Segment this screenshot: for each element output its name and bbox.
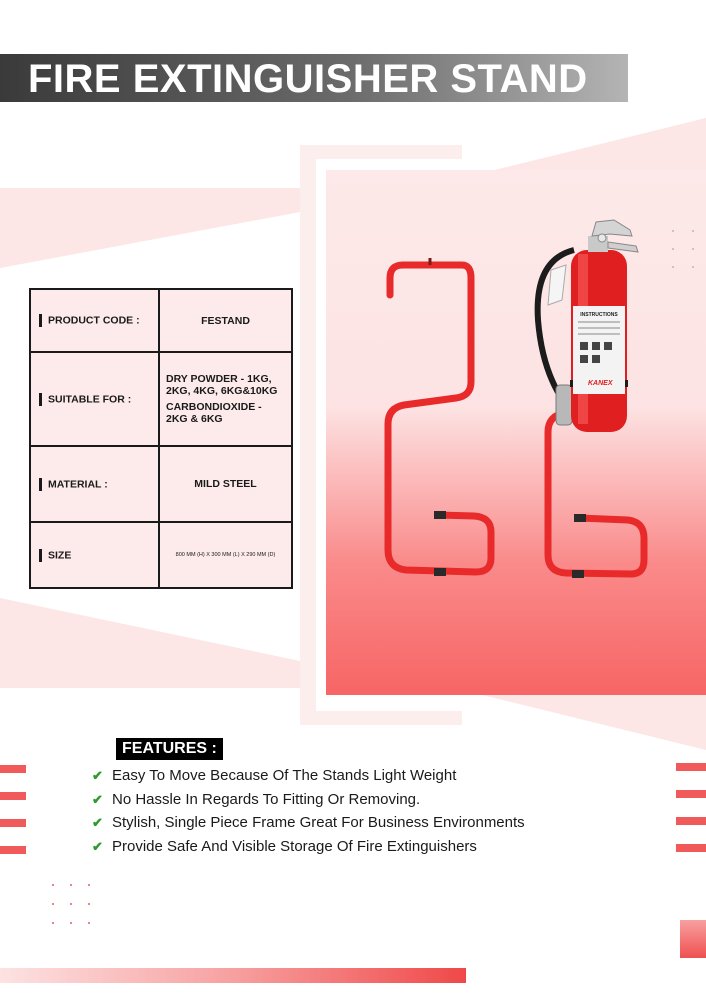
spec-value: FESTAND (201, 314, 250, 327)
spec-label: PRODUCT CODE : (48, 314, 140, 327)
spec-value-cell (159, 289, 292, 352)
spec-table (29, 288, 293, 589)
spec-label: SUITABLE FOR : (48, 392, 132, 405)
spec-value: 800 MM (H) X 300 MM (L) X 290 MM (D) (175, 552, 276, 558)
decorative-stripe (0, 846, 26, 854)
decorative-dots (52, 884, 102, 934)
empty-stand-image (388, 265, 491, 572)
spec-label-cell (30, 446, 159, 522)
label-bar-icon (39, 478, 42, 491)
table-row (30, 522, 292, 588)
decorative-stripe (676, 763, 706, 771)
spec-value: MILD STEEL (194, 478, 257, 490)
product-illustration (326, 170, 706, 695)
feature-text: Stylish, Single Piece Frame Great For Business Environments (112, 814, 525, 831)
extinguisher-brand-text: KANEX (588, 380, 613, 387)
decorative-stripe (0, 819, 26, 827)
list-item (92, 835, 525, 859)
table-row (30, 289, 292, 352)
background-triangle-top-right (462, 118, 706, 178)
frame-top-bar (300, 145, 462, 159)
spec-value-cell (159, 446, 292, 522)
background-triangle-bottom-right (462, 690, 706, 750)
fire-extinguisher-icon (538, 220, 638, 432)
spec-value-cell (159, 522, 292, 588)
spec-label: MATERIAL : (48, 477, 108, 490)
spec-value: DRY POWDER - 1KG, 2KG, 4KG, 6KG&10KG (166, 373, 278, 397)
feature-text: Provide Safe And Visible Storage Of Fire Extinguishers (112, 837, 477, 855)
table-row (30, 352, 292, 446)
list-item (92, 811, 525, 835)
decorative-stripe (676, 790, 706, 798)
decorative-stripe (676, 817, 706, 825)
check-icon: ✔ (92, 815, 103, 830)
corner-accent-box (680, 920, 706, 958)
label-bar-icon (39, 393, 42, 406)
page-title: FIRE EXTINGUISHER STAND (28, 57, 588, 101)
decorative-stripe (0, 765, 26, 773)
decorative-stripe (0, 792, 26, 800)
stand-cap (434, 568, 446, 576)
list-item (92, 788, 525, 812)
stand-cap (574, 514, 586, 522)
frame-vertical-bar (300, 145, 316, 725)
label-bar-icon (39, 314, 42, 327)
spec-label-cell (30, 522, 159, 588)
spec-label-cell (30, 352, 159, 446)
check-icon: ✔ (92, 768, 103, 783)
spec-value-cell (159, 352, 292, 446)
decorative-stripe (676, 844, 706, 852)
label-bar-icon (39, 549, 42, 562)
decorative-dots (672, 230, 706, 280)
spec-label-cell (30, 289, 159, 352)
frame-bottom-bar (300, 711, 462, 725)
feature-text: No Hassle In Regards To Fitting Or Removing. (112, 790, 421, 808)
spec-value: CARBONDIOXIDE - 2KG & 6KG (166, 401, 262, 425)
extinguisher-label-text: INSTRUCTIONS (580, 312, 618, 318)
stand-cap (434, 511, 446, 519)
check-icon: ✔ (92, 838, 103, 854)
background-shape-top (0, 188, 300, 268)
bottom-gradient-bar (0, 968, 466, 983)
list-item (92, 764, 525, 788)
table-row (30, 446, 292, 522)
stand-cap (572, 570, 584, 578)
feature-text: Easy To Move Because Of The Stands Light Weight (112, 767, 457, 784)
features-heading: FEATURES : (116, 738, 223, 760)
background-shape-middle (0, 598, 300, 688)
spec-label: SIZE (48, 548, 72, 561)
check-icon: ✔ (92, 791, 103, 807)
features-list (92, 764, 525, 858)
